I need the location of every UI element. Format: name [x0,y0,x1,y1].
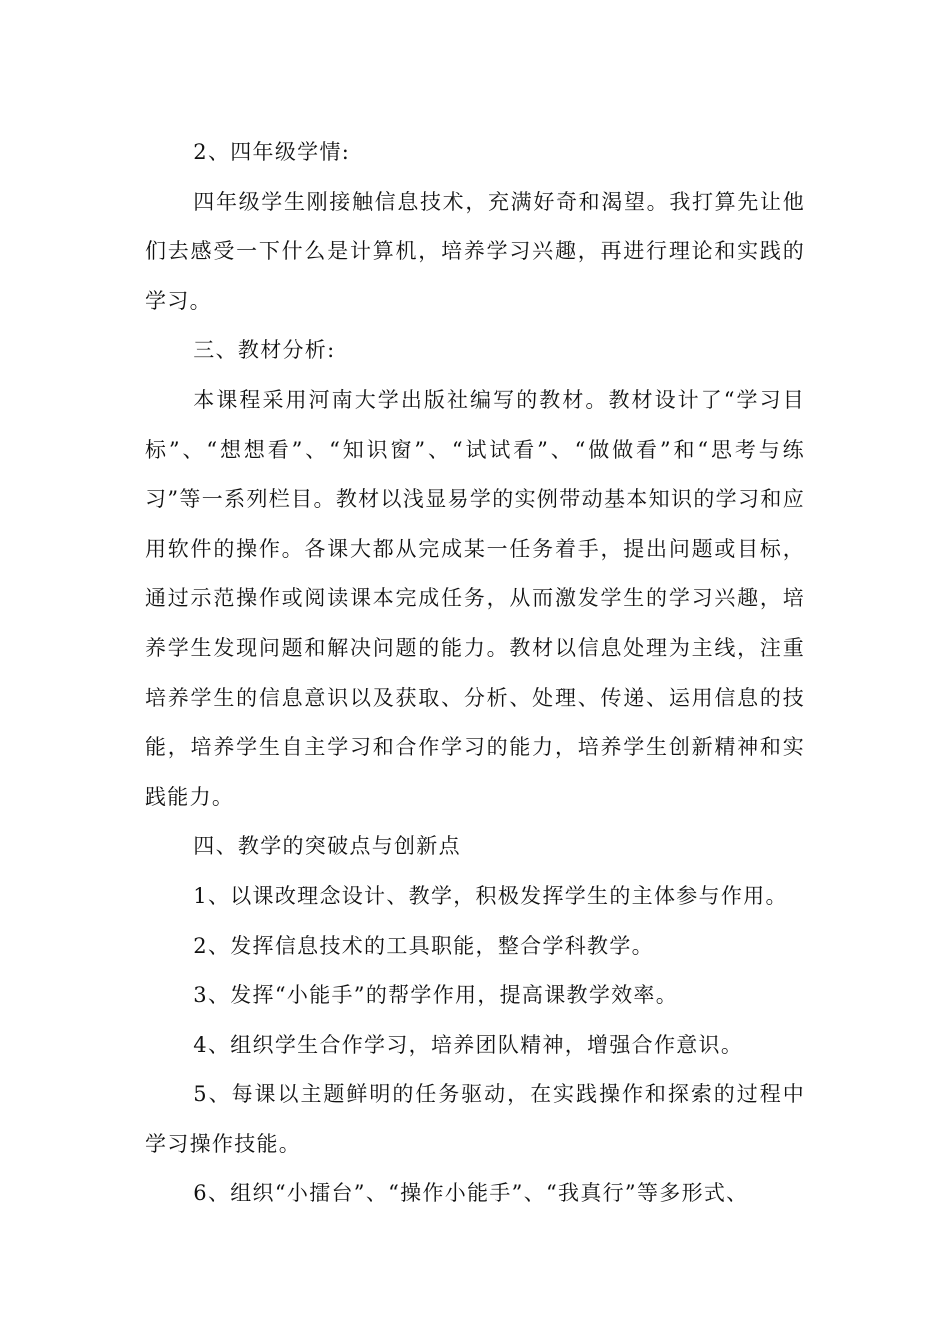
paragraph-grade4-situation: 四年级学生刚接触信息技术，充满好奇和渴望。我打算先让他们去感受一下什么是计算机，培养学习兴趣，再进行理论和实践的学习。 [145,189,805,313]
list-item-1: 1、以课改理念设计、教学，积极发挥学生的主体参与作用。 [193,883,788,908]
paragraph-textbook-analysis: 本课程采用河南大学出版社编写的教材。教材设计了“学习目标”、“想想看”、“知识窗”、“试试看”、“做做看”和“思考与练习”等一系列栏目。教材以浅显易学的实例带动基本知识的学习和应用软件的操作。各课大都从完成某一任务着手，提出问题或目标，通过示范操作或阅读课本完成任务，从而激发学生的学习兴趣，培养学生发现问题和解决问题的能力。教材以信息处理为主线，注重培养学生的信息意识以及获取、分析、处理、传递、运用信息的技能，培养学生自主学习和合作学习的能力，培养学生创新精神和实践能力。 [145,387,805,809]
list-item-5: 5、每课以主题鲜明的任务驱动，在实践操作和探索的过程中学习操作技能。 [145,1082,805,1156]
list-item-4: 4、组织学生合作学习，培养团队精神，增强合作意识。 [193,1032,744,1057]
section-heading-breakthrough-innovation: 四、教学的突破点与创新点 [193,834,461,859]
list-item-6: 6、组织“小擂台”、“操作小能手”、“我真行”等多形式、 [193,1181,749,1206]
list-item-2: 2、发挥信息技术的工具职能，整合学科教学。 [193,933,654,958]
list-item-3: 3、发挥“小能手”的帮学作用，提高课教学效率。 [193,983,679,1008]
section-heading-grade4: 2、四年级学情: [193,140,351,164]
document-body [145,128,805,1219]
section-heading-textbook-analysis: 三、教材分析: [193,338,336,363]
